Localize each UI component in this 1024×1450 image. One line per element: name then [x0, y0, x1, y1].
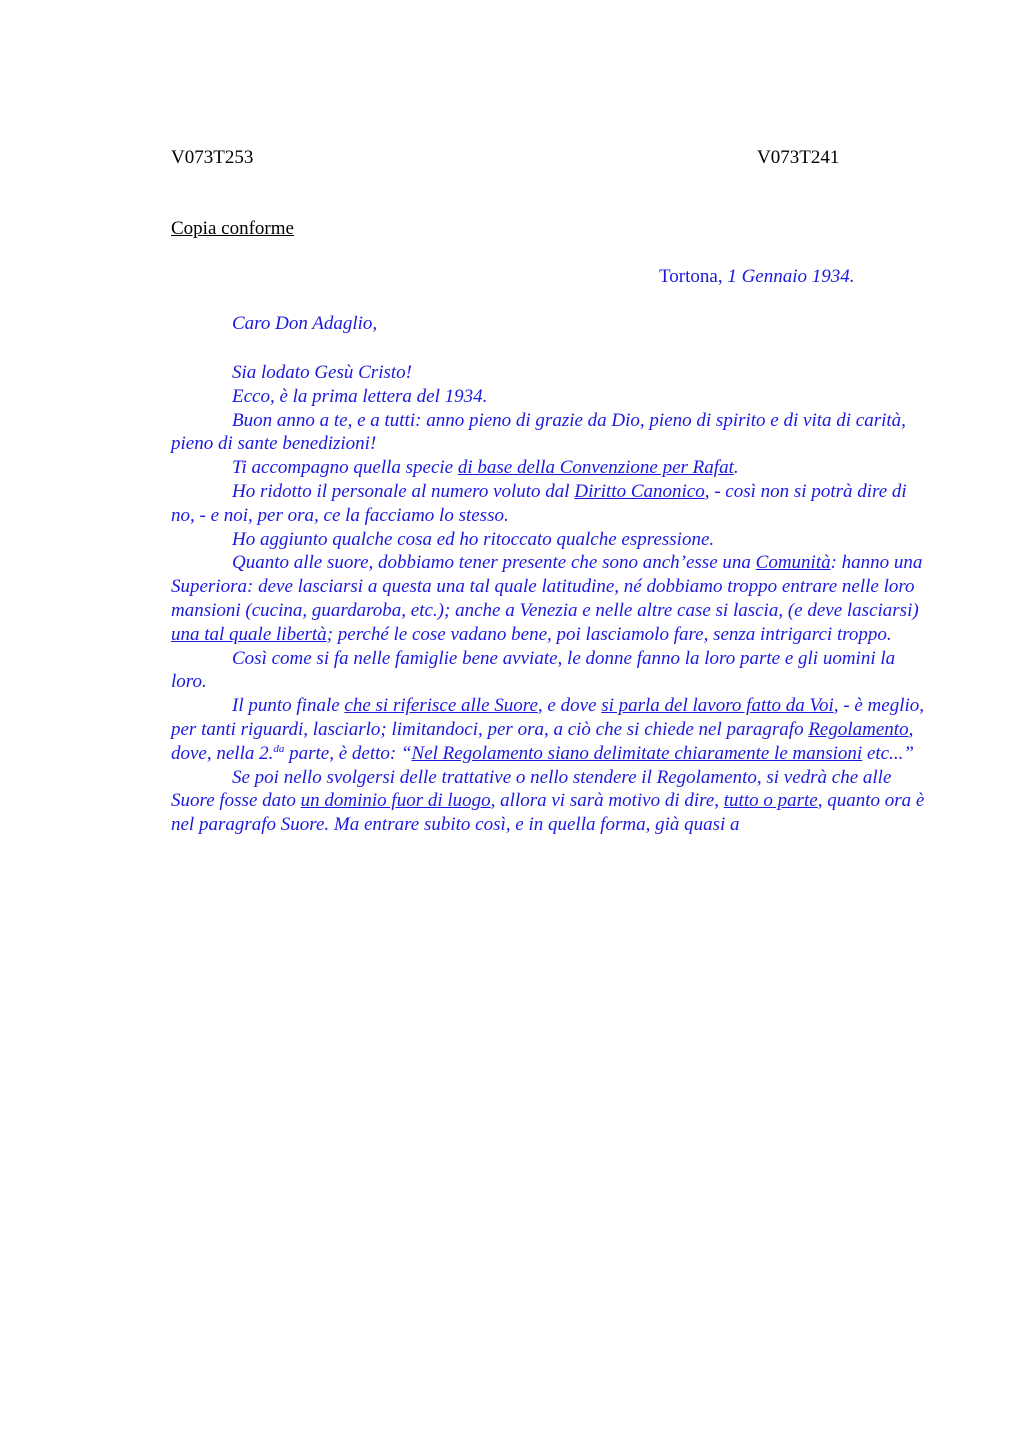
underlined-phrase: Regolamento [808, 718, 909, 740]
underlined-phrase: di base della Convenzione per Rafat [457, 457, 734, 479]
paragraph-5 [171, 480, 931, 528]
salutation: Caro Don Adaglio, [232, 313, 378, 334]
text-run: Se poi nello svolgersi delle trattative o nello stendere il Regolamento, si vedrà che alle Suore fosse dato [171, 766, 892, 812]
paragraph-1: Sia lodato Gesù Cristo! [232, 362, 412, 383]
paragraph-9 [171, 694, 931, 765]
text-run: Ho ridotto il personale al numero voluto dal [232, 480, 575, 502]
text-run: : hanno una Superiora: deve lasciarsi a questa una tal quale latitudine, né dobbiamo troppo entrare nelle loro mansioni (cucina, guardaroba, etc.); anche a Venezia e nelle altre case si lascia, (e deve lasciarsi) [171, 552, 923, 621]
text-run: Quanto alle suore, dobbiamo tener presente che sono anch’esse una [232, 552, 756, 574]
reference-code-left: V073T253 [171, 147, 254, 168]
paragraph-8: Così come si fa nelle famiglie bene avviate, le donne fanno la loro parte e gli uomini la loro. [171, 647, 896, 693]
letter-body [171, 361, 931, 837]
text-run: . [733, 457, 739, 479]
underlined-phrase: tutto o parte [723, 790, 818, 812]
paragraph-6: Ho aggiunto qualche cosa ed ho ritoccato qualche espressione. [232, 528, 715, 550]
reference-code-right: V073T241 [757, 147, 840, 168]
text-run: , quanto ora è nel paragrafo Suore. Ma entrare subito così, e in quella forma, già quasi a [171, 790, 925, 836]
text-run: Ti accompagno quella specie [232, 457, 458, 479]
text-run: etc...” [862, 742, 914, 764]
underlined-phrase: Nel Regolamento siano delimitate chiaramente le mansioni [411, 742, 863, 764]
copia-conforme-heading: Copia conforme [171, 218, 294, 239]
dateline-date: 1 Gennaio 1934. [727, 266, 855, 287]
dateline [659, 266, 855, 288]
paragraph-4 [171, 456, 931, 480]
underlined-phrase: un dominio fuor di luogo [300, 790, 491, 812]
paragraph-2: Ecco, è la prima lettera del 1934. [232, 385, 488, 407]
underlined-phrase: Comunità [755, 552, 831, 574]
paragraph-7 [171, 551, 931, 646]
underlined-phrase: si parla del lavoro fatto da Voi [601, 695, 834, 717]
underlined-phrase: che si riferisce alle Suore [344, 695, 538, 717]
paragraph-10 [171, 766, 931, 837]
dateline-place: Tortona, [659, 266, 728, 287]
text-run: ; perché le cose vadano bene, poi lasciamolo fare, senza intrigarci troppo. [326, 623, 892, 645]
superscript: da [273, 742, 285, 755]
text-run: , - è meglio, per tanti riguardi, lasciarlo; limitandoci, per ora, a ciò che si chiede nel paragrafo [171, 695, 925, 740]
text-run: , - così non si potrà dire di no, - e noi, per ora, ce la facciamo lo stesso. [171, 480, 907, 526]
text-run: , dove, nella 2. [171, 718, 914, 764]
paragraph-3: Buon anno a te, e a tutti: anno pieno di grazie da Dio, pieno di spirito e di vita di carità, pieno di sante benedizioni! [171, 409, 906, 455]
text-run: parte, è detto: “ [284, 742, 412, 764]
text-run: , e dove [537, 695, 602, 717]
text-run: Il punto finale [232, 695, 345, 717]
underlined-phrase: una tal quale libertà [171, 623, 327, 645]
text-run: , allora vi sarà motivo di dire, [490, 790, 724, 812]
underlined-phrase: Diritto Canonico [574, 480, 705, 502]
